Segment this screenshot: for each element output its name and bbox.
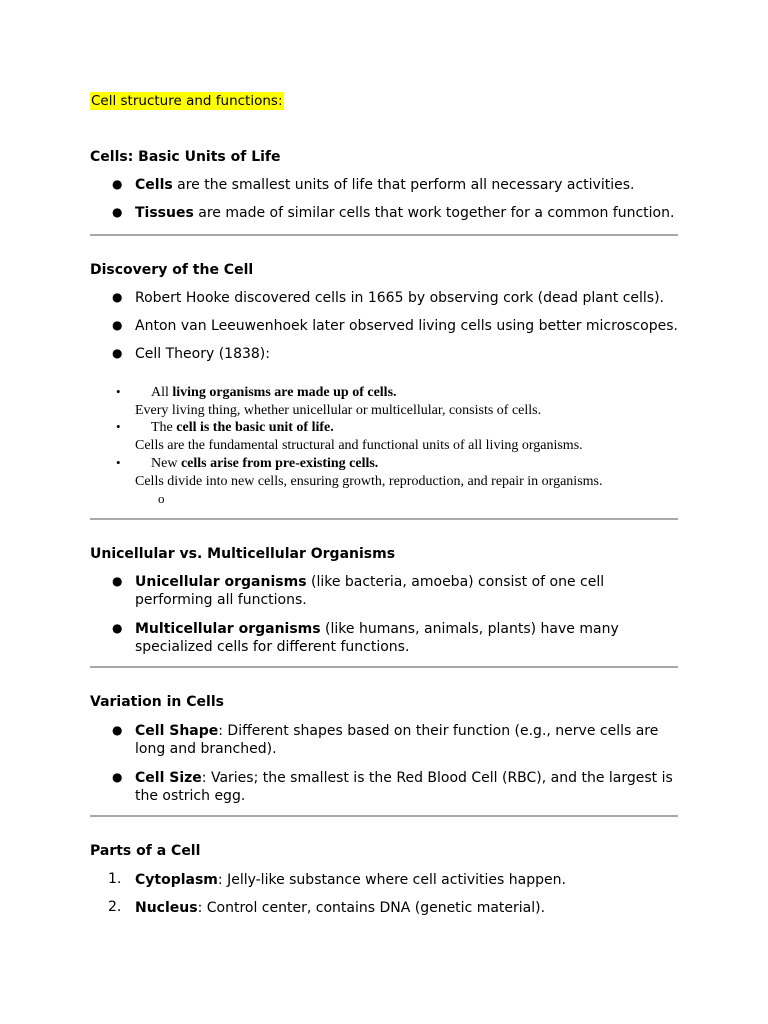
section-heading: Parts of a Cell — [90, 843, 201, 859]
list-item: Cell Theory (1838): — [135, 346, 270, 362]
bullet-icon: • — [116, 384, 121, 399]
theory-statement: The cell is the basic unit of life. — [151, 420, 334, 435]
section-heading: Discovery of the Cell — [90, 262, 254, 278]
theory-description: Cells divide into new cells, ensuring growth, reproduction, and repair in organisms. — [135, 474, 603, 489]
bullet-icon: ● — [112, 177, 123, 191]
section-heading: Cells: Basic Units of Life — [90, 149, 281, 165]
list-item: Tissues are made of similar cells that work together for a common function. — [135, 205, 675, 221]
list-item: Cells are the smallest units of life that perform all necessary activities. — [135, 177, 635, 193]
list-number: 2. — [108, 899, 122, 915]
section-heading: Unicellular vs. Multicellular Organisms — [90, 546, 396, 562]
theory-description: Cells are the fundamental structural and functional units of all living organisms. — [135, 438, 583, 453]
list-item: Anton van Leeuwenhoek later observed living cells using better microscopes. — [135, 318, 678, 334]
list-item: Unicellular organisms (like bacteria, amoeba) consist of one cell performing all functions. — [135, 574, 605, 608]
bullet-icon: ● — [112, 770, 123, 784]
bullet-icon: • — [116, 419, 121, 434]
theory-statement: New cells arise from pre-existing cells. — [151, 456, 379, 471]
list-item: Robert Hooke discovered cells in 1665 by observing cork (dead plant cells). — [135, 290, 664, 306]
section-heading: Variation in Cells — [90, 694, 224, 710]
horizontal-rule — [90, 234, 678, 236]
list-item: Cytoplasm: Jelly-like substance where cell activities happen. — [135, 872, 566, 888]
list-number: 1. — [108, 871, 122, 887]
list-item: Multicellular organisms (like humans, animals, plants) have many specialized cells for different functions. — [135, 621, 619, 655]
stray-marker: o — [158, 491, 165, 506]
horizontal-rule — [90, 815, 678, 817]
bullet-icon: ● — [112, 723, 123, 737]
bullet-icon: ● — [112, 290, 123, 304]
bullet-icon: • — [116, 455, 121, 470]
horizontal-rule — [90, 666, 678, 668]
bullet-icon: ● — [112, 318, 123, 332]
list-item: Cell Shape: Different shapes based on their function (e.g., nerve cells are long and branched). — [135, 723, 659, 757]
horizontal-rule — [90, 518, 678, 520]
list-item: Cell Size: Varies; the smallest is the Red Blood Cell (RBC), and the largest is the ostrich egg. — [135, 770, 673, 804]
bullet-icon: ● — [112, 574, 123, 588]
list-item: Nucleus: Control center, contains DNA (genetic material). — [135, 900, 546, 916]
bullet-icon: ● — [112, 205, 123, 219]
bullet-icon: ● — [112, 621, 123, 635]
theory-statement: All living organisms are made up of cells. — [151, 385, 397, 400]
document-title: Cell structure and functions: — [91, 93, 283, 109]
theory-description: Every living thing, whether unicellular or multicellular, consists of cells. — [135, 403, 542, 418]
bullet-icon: ● — [112, 346, 123, 360]
